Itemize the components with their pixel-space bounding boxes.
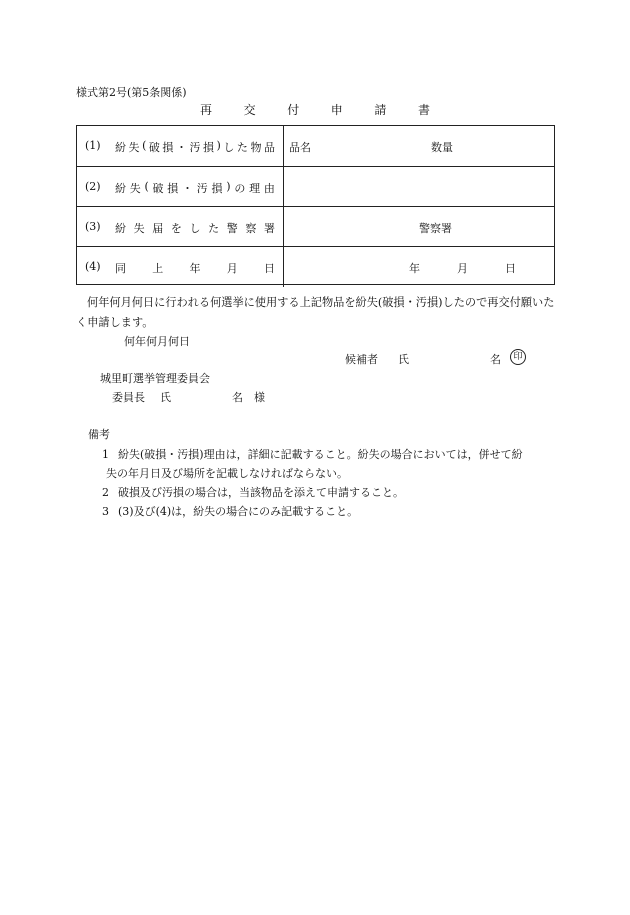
label-char: 損 bbox=[162, 141, 174, 154]
label-char: 品 bbox=[263, 141, 275, 154]
remarks-heading: 備考 bbox=[88, 428, 110, 441]
quantity-label: 数量 bbox=[431, 141, 453, 154]
table-row-date bbox=[77, 246, 554, 287]
remark-note bbox=[102, 446, 523, 462]
note-text: 紛失(破損・汚損)理由は，詳細に記載すること。紛失の場合においては，併せて紛 bbox=[118, 448, 523, 461]
label-char: し bbox=[223, 141, 235, 154]
table-row-reason bbox=[77, 166, 554, 207]
label-char: ) bbox=[226, 180, 231, 193]
column-divider bbox=[283, 167, 284, 207]
title-char: 書 bbox=[417, 103, 430, 117]
note-number: 3 bbox=[102, 505, 109, 518]
label-char: 失 bbox=[129, 182, 141, 195]
label-char: 損 bbox=[203, 141, 215, 154]
row-label bbox=[115, 139, 275, 155]
title-char: 再 bbox=[200, 103, 213, 117]
application-table bbox=[76, 125, 555, 285]
note-number: 1 bbox=[102, 448, 109, 461]
note-text: 破損及び汚損の場合は，当該物品を添えて申請すること。 bbox=[118, 486, 404, 499]
row-label bbox=[115, 180, 275, 196]
table-row-lost-item bbox=[77, 126, 554, 166]
seal-icon: 印 bbox=[510, 349, 526, 365]
month-label: 月 bbox=[457, 262, 468, 275]
label-char: 損 bbox=[167, 182, 179, 195]
candidate-label: 候補者 bbox=[345, 353, 378, 366]
label-char: 紛 bbox=[115, 222, 126, 235]
label-char: た bbox=[236, 141, 248, 154]
label-char: の bbox=[234, 182, 246, 195]
column-divider bbox=[283, 126, 284, 166]
police-station-label: 警察署 bbox=[419, 222, 452, 235]
label-char: 理 bbox=[249, 182, 261, 195]
row-number: (1) bbox=[85, 139, 101, 152]
label-char: 損 bbox=[211, 182, 223, 195]
application-statement: 何年何月何日に行われる何選挙に使用する上記物品を紛失(破損・汚損)したので再交付願いたく申請します。 bbox=[76, 296, 555, 329]
remark-note bbox=[102, 503, 358, 519]
column-divider bbox=[283, 207, 284, 247]
form-title bbox=[200, 101, 430, 118]
application-date: 何年何月何日 bbox=[124, 335, 190, 348]
row-number: (4) bbox=[85, 260, 101, 273]
note-number: 2 bbox=[102, 486, 109, 499]
row-number: (3) bbox=[85, 220, 101, 233]
label-char: 日 bbox=[264, 262, 275, 275]
title-char: 請 bbox=[374, 103, 387, 117]
table-row-police-station bbox=[77, 206, 554, 247]
label-char: 年 bbox=[189, 262, 201, 275]
label-char: し bbox=[189, 222, 201, 235]
column-divider bbox=[283, 247, 284, 287]
chair-title: 委員長 bbox=[112, 391, 145, 404]
name-label: 氏 bbox=[398, 353, 409, 366]
remark-note bbox=[102, 484, 404, 500]
label-char: ( bbox=[144, 180, 149, 193]
label-char: 紛 bbox=[115, 141, 126, 154]
chair-honorific: 名 様 bbox=[232, 391, 265, 404]
label-char: 署 bbox=[264, 222, 275, 235]
label-char: た bbox=[208, 222, 220, 235]
note-text-continuation: 失の年月日及び場所を記載しなければならない。 bbox=[106, 467, 348, 480]
label-char: 紛 bbox=[115, 182, 126, 195]
label-char: 上 bbox=[152, 262, 164, 275]
row-number: (2) bbox=[85, 180, 101, 193]
label-char: を bbox=[170, 222, 182, 235]
label-char: ) bbox=[216, 139, 221, 152]
label-char: 察 bbox=[245, 222, 257, 235]
label-char: 月 bbox=[226, 262, 238, 275]
label-char: 届 bbox=[152, 222, 164, 235]
note-text: (3)及び(4)は，紛失の場合にのみ記載すること。 bbox=[118, 505, 359, 518]
day-label: 日 bbox=[505, 262, 516, 275]
title-char: 交 bbox=[243, 103, 256, 117]
title-char: 付 bbox=[287, 103, 300, 117]
label-char: ・ bbox=[175, 141, 187, 154]
chair-name-label: 氏 bbox=[160, 391, 171, 404]
label-char: 破 bbox=[152, 182, 164, 195]
label-char: 失 bbox=[133, 222, 145, 235]
label-char: 汚 bbox=[196, 182, 208, 195]
row-label bbox=[115, 260, 275, 276]
label-char: 汚 bbox=[189, 141, 201, 154]
label-char: 由 bbox=[263, 182, 275, 195]
label-char: 物 bbox=[250, 141, 262, 154]
label-char: 失 bbox=[128, 141, 140, 154]
row-label bbox=[115, 220, 275, 236]
title-char: 申 bbox=[330, 103, 343, 117]
label-char: 破 bbox=[148, 141, 160, 154]
year-label: 年 bbox=[409, 262, 420, 275]
item-name-label: 品名 bbox=[289, 141, 311, 154]
committee-name: 城里町選挙管理委員会 bbox=[100, 372, 210, 385]
label-char: ( bbox=[142, 139, 147, 152]
form-number: 様式第2号(第5条関係) bbox=[76, 86, 187, 99]
name-suffix: 名 bbox=[490, 353, 501, 366]
label-char: 同 bbox=[115, 262, 126, 275]
label-char: ・ bbox=[182, 182, 194, 195]
label-char: 警 bbox=[226, 222, 238, 235]
